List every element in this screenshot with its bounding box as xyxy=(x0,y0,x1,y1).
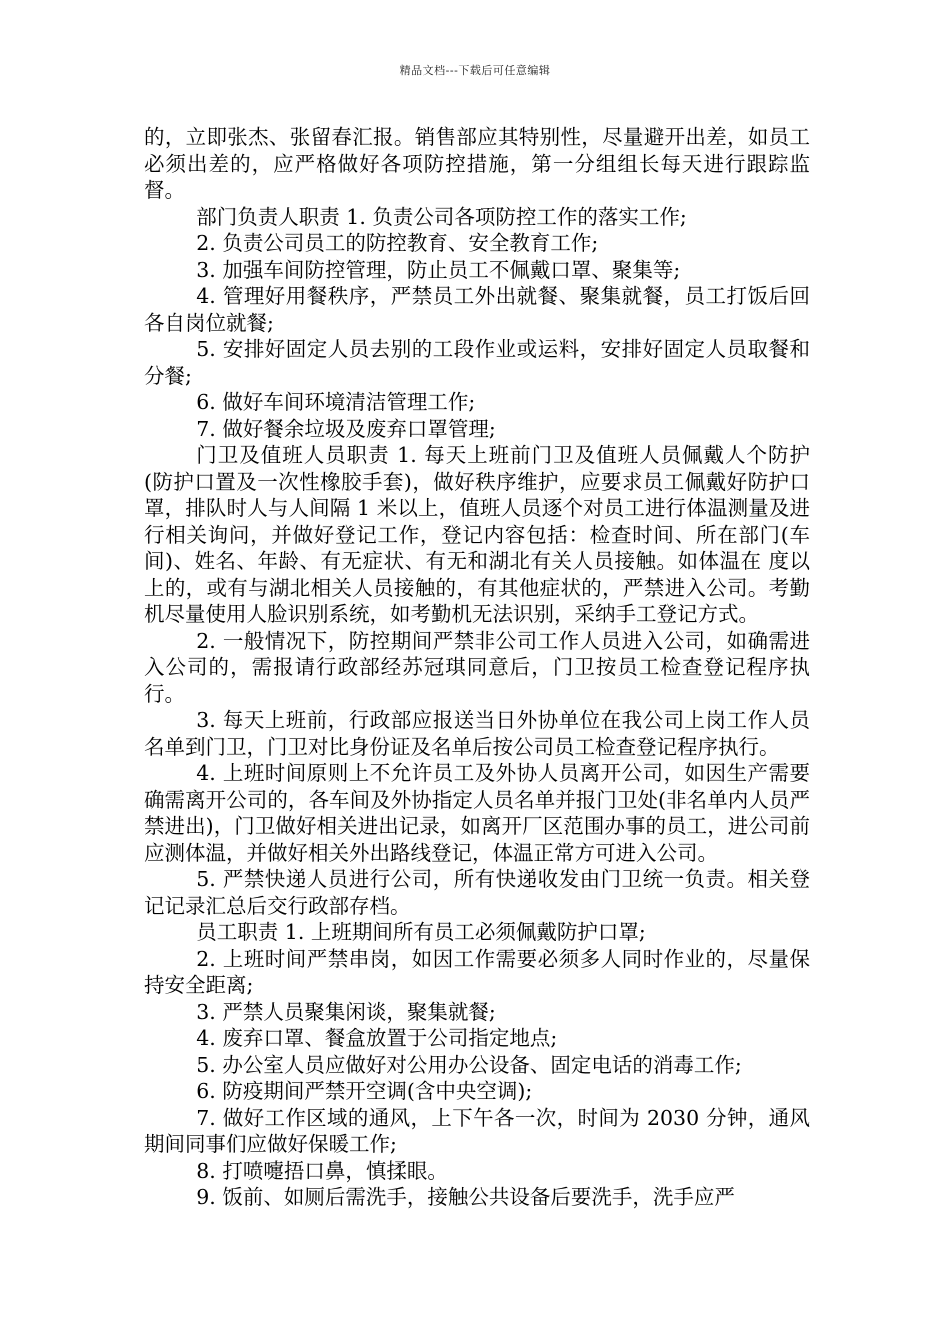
paragraph-dept-head-duty-1: 部门负责人职责 1. 负责公司各项防控工作的落实工作; xyxy=(196,204,687,229)
paragraph-employee-duty-6: 6. 防疫期间严禁开空调(含中央空调); xyxy=(196,1079,533,1103)
page-header: 精品文档---下载后可任意编辑 xyxy=(399,64,551,77)
paragraph-dept-head-duty-4: 4. 管理好用餐秩序，严禁员工外出就餐、聚集就餐，员工打饭后回各自岗位就餐; xyxy=(144,284,810,335)
paragraph-guard-duty-2: 2. 一般情况下，防控期间严禁非公司工作人员进入公司，如确需进入公司的，需报请行政部经苏冠琪同意后，门卫按员工检查登记程序执行。 xyxy=(144,628,810,706)
paragraph-guard-duty-1: 门卫及值班人员职责 1. 每天上班前门卫及值班人员佩戴人个防护(防护口置及一次性橡胶手套)，做好秩序维护，应要求员工佩戴好防护口罩，排队时人与人间隔 1 米以上，值班人员逐个对员工进行体温测量及进行相关询问，并做好登记工作，登记内容包括：检查时间、所在部门(车间)、姓名、年龄、有无症状、有无和湖北有关人员接触。如体温在 度以上的，或有与湖北相关人员接触的，有其他症状的，严禁进入公司。考勤机尽量使用人脸识别系统，如考勤机无法识别，采纳手工登记方式。 xyxy=(144,443,810,626)
paragraph-employee-duty-3: 3. 严禁人员聚集闲谈，聚集就餐; xyxy=(196,999,496,1024)
paragraph-dept-head-duty-7: 7. 做好餐余垃圾及废弃口罩管理; xyxy=(196,416,496,441)
paragraph-dept-head-duty-2: 2. 负责公司员工的防控教育、安全教育工作; xyxy=(196,231,599,255)
paragraph-employee-duty-8: 8. 打喷嚏捂口鼻，慎揉眼。 xyxy=(196,1158,448,1183)
paragraph-continuation: 的，立即张杰、张留春汇报。销售部应其特别性，尽量避开出差，如员工必须出差的，应严格做好各项防控措施，第一分组组长每天进行跟踪监督。 xyxy=(144,125,810,202)
document-body xyxy=(144,124,810,1211)
paragraph-guard-duty-5: 5. 严禁快递人员进行公司，所有快递收发由门卫统一负责。相关登记记录汇总后交行政部存档。 xyxy=(144,867,810,918)
paragraph-employee-duty-1: 员工职责 1. 上班期间所有员工必须佩戴防护口罩; xyxy=(196,920,646,944)
paragraph-employee-duty-5: 5. 办公室人员应做好对公用办公设备、固定电话的消毒工作; xyxy=(196,1052,742,1077)
paragraph-employee-duty-4: 4. 废弃口罩、餐盒放置于公司指定地点; xyxy=(196,1026,558,1050)
paragraph-guard-duty-3: 3. 每天上班前，行政部应报送当日外协单位在我公司上岗工作人员名单到门卫，门卫对比身份证及名单后按公司员工检查登记程序执行。 xyxy=(144,708,810,759)
paragraph-employee-duty-9: 9. 饭前、如厕后需洗手，接触公共设备后要洗手，洗手应严 xyxy=(196,1185,735,1209)
paragraph-employee-duty-7: 7. 做好工作区域的通风，上下午各一次，时间为 2030 分钟，通风期间同事们应做好保暖工作; xyxy=(144,1105,810,1156)
paragraph-dept-head-duty-5: 5. 安排好固定人员去别的工段作业或运料，安排好固定人员取餐和分餐; xyxy=(144,337,810,388)
paragraph-dept-head-duty-6: 6. 做好车间环境清洁管理工作; xyxy=(196,390,476,414)
paragraph-employee-duty-2: 2. 上班时间严禁串岗，如因工作需要必须多人同时作业的，尽量保持安全距离; xyxy=(144,946,810,997)
paragraph-guard-duty-4: 4. 上班时间原则上不允许员工及外协人员离开公司，如因生产需要确需离开公司的，各车间及外协指定人员名单并报门卫处(非名单内人员严禁进出)，门卫做好相关进出记录，如离开厂区范围办事的员工，进公司前应测体温，并做好相关外出路线登记，体温正常方可进入公司。 xyxy=(144,761,810,865)
paragraph-dept-head-duty-3: 3. 加强车间防控管理，防止员工不佩戴口罩、聚集等; xyxy=(196,257,681,282)
